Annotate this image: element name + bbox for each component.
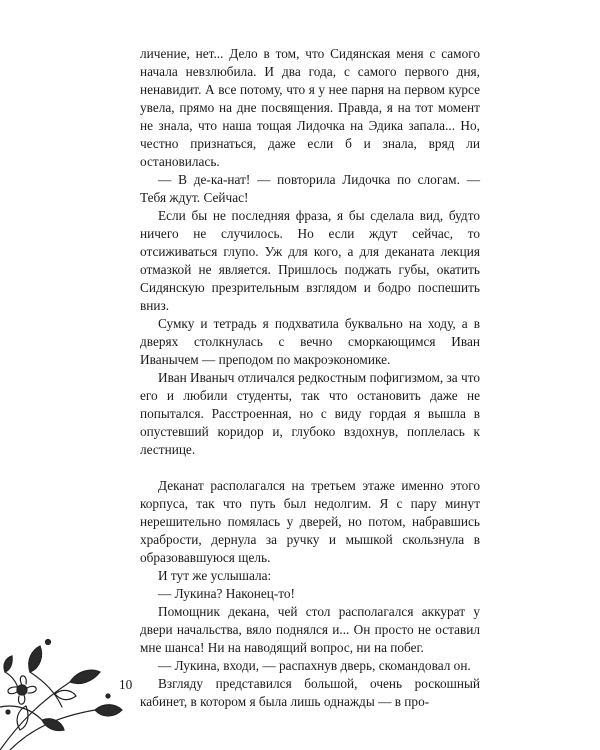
paragraph-8: — Лукина? Наконец-то! <box>158 586 295 601</box>
page-text <box>140 45 480 711</box>
paragraph-4: Сумку и тетрадь я подхватила буквально на ходу, а в дверях столкнулась с вечно сморкающимся Иван Иванычем — преподом по макроэкономике. <box>140 316 480 367</box>
paragraph-5: Иван Иваныч отличался редкостным пофигизмом, за что его и любили студенты, так что остановить даже не попытался. Расстроенная, но с виду гордая я вышла в опустевший коридор и, глубоко вздохнув, поплелась к лестнице. <box>140 370 480 457</box>
paragraph-6: Деканат располагался на третьем этаже именно этого корпуса, так что путь был недолгим. Я с пару минут нерешительно помялась у дверей, но потом, набравшись храбрости, дернула за ручку и мышкой скользнула в образовавшуюся щель. <box>140 478 480 565</box>
paragraph-7: И тут же услышала: <box>158 568 272 583</box>
floral-ornament-icon <box>0 612 125 750</box>
paragraph-2: — В де-ка-нат! — повторила Лидочка по слогам. — Тебя ждут. Сейчас! <box>140 172 480 205</box>
paragraph-11: Взгляду представился большой, очень роскошный кабинет, в котором я была лишь однажды — в про- <box>140 676 480 709</box>
paragraph-10: — Лукина, входи, — распахнув дверь, скомандовал он. <box>158 658 471 673</box>
paragraph-3: Если бы не последняя фраза, я бы сделала вид, будто ничего не случилось. Но если ждут сейчас, то отсиживаться глупо. Уж для кого, а для деканата лекция отмазкой не является. Пришлось поджать губы, окатить Сидянскую презрительным взглядом и бодро поспешить вниз. <box>140 208 480 313</box>
paragraph-9: Помощник декана, чей стол располагался аккурат у двери начальства, вяло поднялся и... Он просто не оставил мне шанса! Ни на наводящий вопрос, ни на побег. <box>140 604 480 655</box>
paragraph-1: личение, нет... Дело в том, что Сидянская меня с самого начала невзлюбила. И два года, с самого первого дня, ненавидит. А все потому, что я у нее парня на первом курсе увела, прямо на дне посвящения. Правда, я на тот момент не знала, что наша тощая Лидочка на Эдика запала... Но, честно признаться, даже если б и знала, вряд ли остановилась. <box>140 46 480 169</box>
page-number: 10 <box>119 677 133 692</box>
